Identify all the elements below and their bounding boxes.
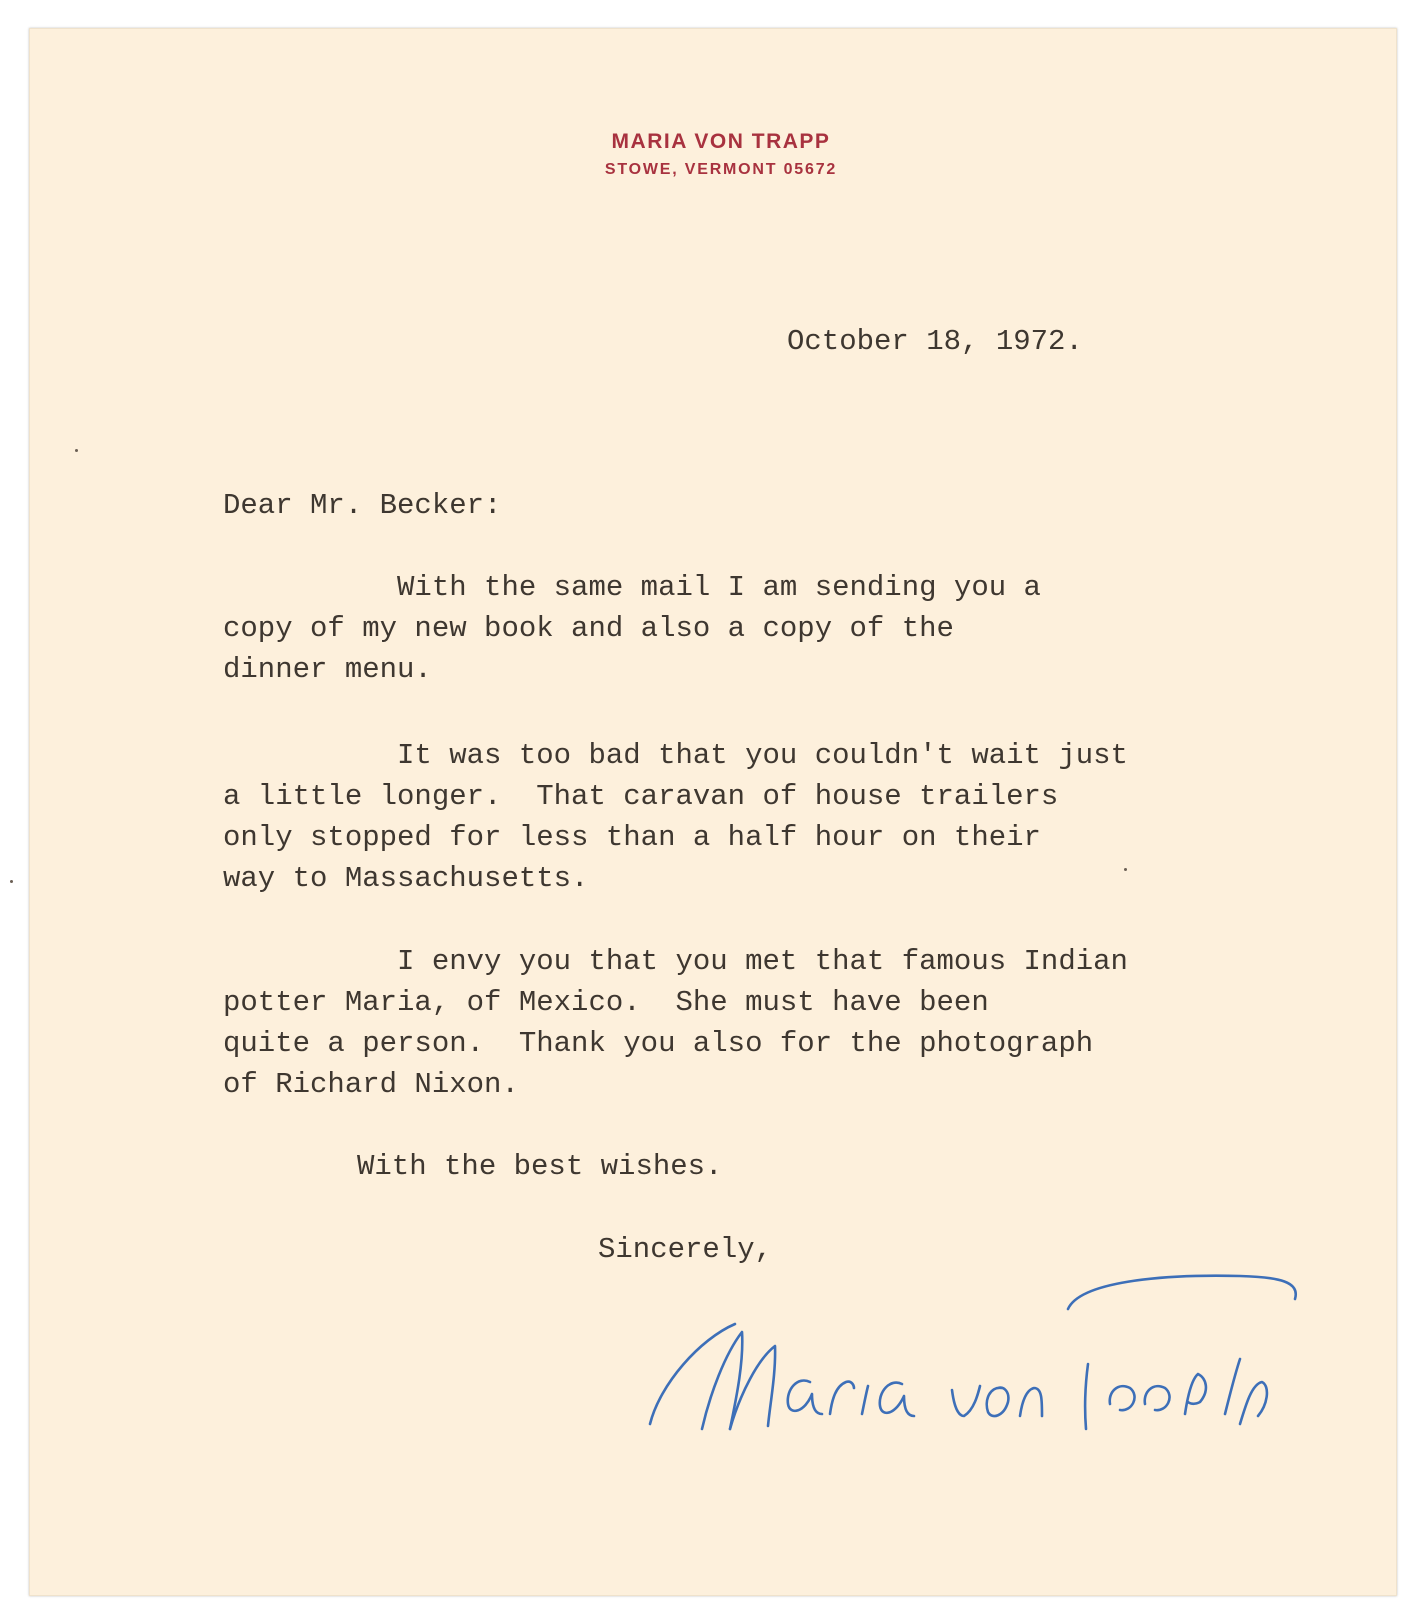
letterhead-name: MARIA VON TRAPP — [611, 130, 831, 153]
salutation: Dear Mr. Becker: — [223, 489, 502, 522]
complimentary-close: Sincerely, — [598, 1233, 773, 1266]
letter-sheet — [29, 28, 1397, 1596]
handwritten-signature — [640, 1254, 1340, 1454]
body-paragraph: It was too bad that you couldn't wait just a little longer. That caravan of house trailers only stopped for less than a half hour on their way to Massachusetts. — [223, 739, 1128, 895]
paper-speck — [75, 449, 78, 452]
paper-speck — [1124, 868, 1127, 871]
letterhead-address: STOWE, VERMONT 05672 — [604, 161, 838, 178]
letter-date: October 18, 1972. — [787, 325, 1083, 358]
body-paragraph: With the same mail I am sending you a copy of my new book and also a copy of the dinner menu. — [223, 571, 1041, 686]
body-paragraph: I envy you that you met that famous Indian potter Maria, of Mexico. She must have been quite a person. Thank you also for the photograph of Richard Nixon. — [223, 945, 1128, 1101]
closing-wishes: With the best wishes. — [357, 1150, 723, 1183]
paper-speck — [10, 880, 13, 883]
